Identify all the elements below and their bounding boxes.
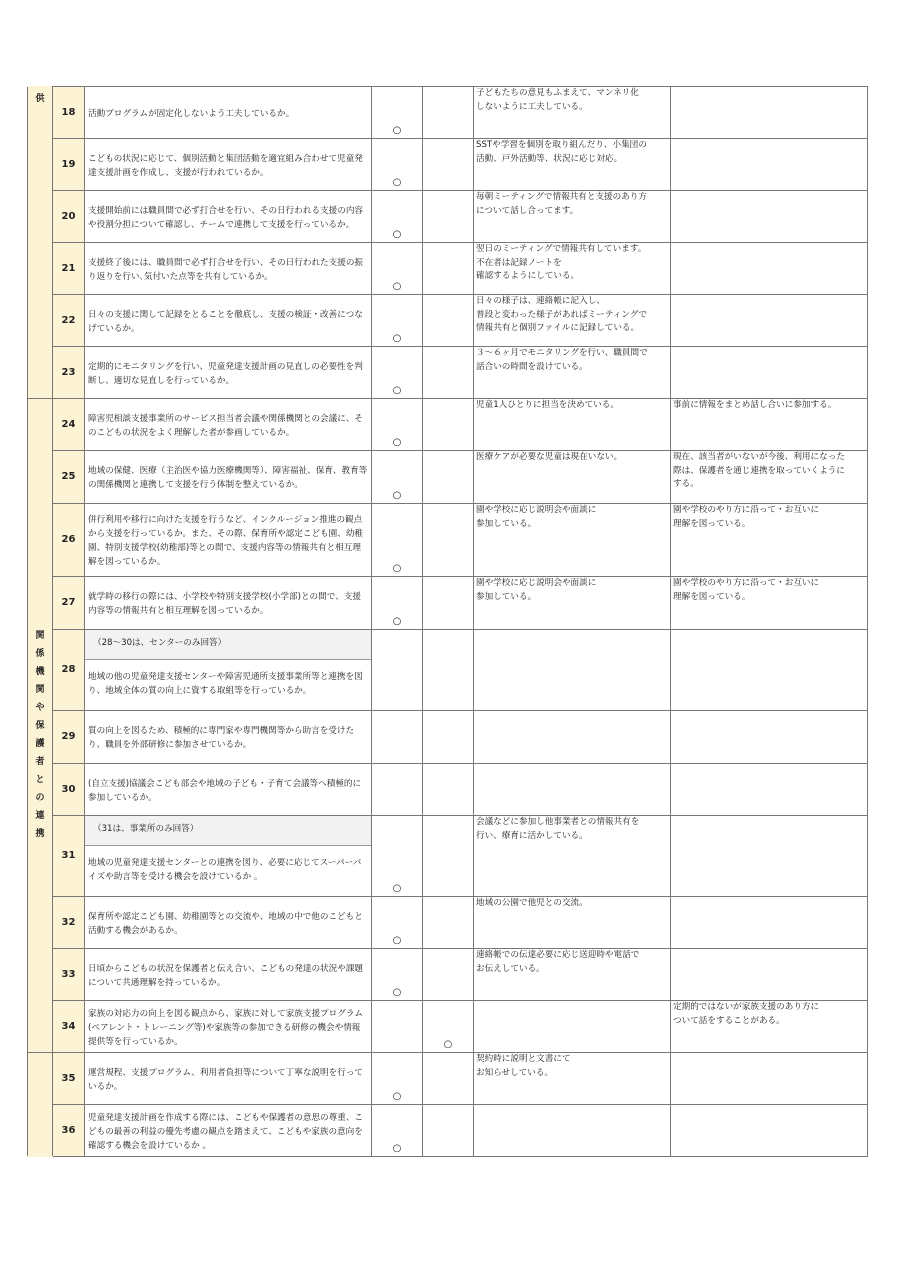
no-mark xyxy=(423,897,474,949)
yes-mark: ○ xyxy=(372,139,423,191)
additional-note xyxy=(671,711,868,764)
no-mark xyxy=(423,504,474,577)
question-text: 保育所や認定こども園、幼稚園等との交流や、地域の中で他のこどもと活動する機会があるか。 xyxy=(85,897,372,949)
yes-mark: ○ xyxy=(372,87,423,139)
item-number: 29 xyxy=(53,711,85,764)
additional-note xyxy=(671,243,868,295)
table-row xyxy=(28,897,868,949)
question-text: 地域の保健、医療（主治医や協力医療機関等）、障害福祉、保育、教育等の関係機関と連携して支援を行う体制を整えているか。 xyxy=(85,451,372,504)
no-mark xyxy=(423,191,474,243)
improvement-note: 会議などに参加し他事業者との情報共有を 行い、療育に活かしている。 xyxy=(474,816,671,897)
table-row xyxy=(28,87,868,139)
improvement-note xyxy=(474,630,671,711)
category-cell: 関 係 機 関 や 保 護 者 と の 連 携 xyxy=(28,399,53,1053)
improvement-note: 地域の公園で他児との交流。 xyxy=(474,897,671,949)
question-cell xyxy=(85,630,372,711)
item-number: 32 xyxy=(53,897,85,949)
evaluation-table xyxy=(27,86,868,1157)
table-row xyxy=(28,399,868,451)
yes-mark: ○ xyxy=(372,504,423,577)
improvement-note: 子どもたちの意見もふまえて、マンネリ化 しないように工夫している。 xyxy=(474,87,671,139)
yes-mark: ○ xyxy=(372,897,423,949)
item-number: 27 xyxy=(53,577,85,630)
no-mark xyxy=(423,243,474,295)
table-row xyxy=(28,347,868,399)
yes-mark: ○ xyxy=(372,949,423,1001)
category-cell: 供 xyxy=(28,87,53,399)
improvement-note: 契約時に説明と文書にて お知らせしている。 xyxy=(474,1053,671,1105)
table-row xyxy=(28,191,868,243)
improvement-note xyxy=(474,764,671,816)
item-number: 35 xyxy=(53,1053,85,1105)
table-row xyxy=(28,139,868,191)
yes-mark: ○ xyxy=(372,451,423,504)
improvement-note: 園や学校に応じ説明会や面談に 参加している。 xyxy=(474,504,671,577)
additional-note xyxy=(671,897,868,949)
item-number: 33 xyxy=(53,949,85,1001)
improvement-note: 連絡帳での伝達必要に応じ送迎時や電話で お伝えしている。 xyxy=(474,949,671,1001)
additional-note: 園や学校のやり方に沿って・お互いに 理解を図っている。 xyxy=(671,504,868,577)
table-row xyxy=(28,243,868,295)
question-text: 質の向上を図るため、積極的に専門家や専門機関等から助言を受けたり、職員を外部研修に参加させているか。 xyxy=(85,711,372,764)
additional-note: 定期的ではないが家族支援のあり方に ついて話をすることがある。 xyxy=(671,1001,868,1053)
no-mark xyxy=(423,295,474,347)
item-number: 34 xyxy=(53,1001,85,1053)
yes-mark: ○ xyxy=(372,243,423,295)
yes-mark xyxy=(372,630,423,711)
question-text: 定期的にモニタリングを行い、児童発達支援計画の見直しの必要性を判断し、適切な見直しを行っているか。 xyxy=(85,347,372,399)
additional-note xyxy=(671,87,868,139)
additional-note xyxy=(671,139,868,191)
question-text: 支援終了後には、職員間で必ず打合せを行い、その日行われた支援の振り返りを行い､気付いた点等を共有しているか。 xyxy=(85,243,372,295)
improvement-note: 翌日のミーティングで情報共有しています。 不在者は記録ノートを 確認するようにしている。 xyxy=(474,243,671,295)
item-number: 20 xyxy=(53,191,85,243)
question-text: 家族の対応力の向上を図る観点から、家族に対して家族支援プログラム(ペアレント・トレーニング等)や家族等の参加できる研修の機会や情報提供等を行っているか。 xyxy=(85,1001,372,1053)
yes-mark: ○ xyxy=(372,816,423,897)
yes-mark xyxy=(372,711,423,764)
improvement-note: 医療ケアが必要な児童は現在いない。 xyxy=(474,451,671,504)
additional-note: 園や学校のやり方に沿って・お互いに 理解を図っている。 xyxy=(671,577,868,630)
improvement-note: 園や学校に応じ説明会や面談に 参加している。 xyxy=(474,577,671,630)
improvement-note: ３～６ヶ月でモニタリングを行い、職員間で 話合いの時間を設けている。 xyxy=(474,347,671,399)
table-row xyxy=(28,451,868,504)
additional-note xyxy=(671,347,868,399)
question-text: 運営規程、支援プログラム、利用者負担等について丁寧な説明を行っているか。 xyxy=(85,1053,372,1105)
table-row xyxy=(28,1105,868,1157)
no-mark xyxy=(423,816,474,897)
item-number: 21 xyxy=(53,243,85,295)
question-text: 就学時の移行の際には、小学校や特別支援学校(小学部)との間で、支援内容等の情報共有と相互理解を図っているか。 xyxy=(85,577,372,630)
additional-note: 現在、該当者がいないが今後、利用になった 際は、保護者を通じ連携を取っていくように する。 xyxy=(671,451,868,504)
additional-note xyxy=(671,764,868,816)
no-mark xyxy=(423,139,474,191)
item-number: 26 xyxy=(53,504,85,577)
no-mark: ○ xyxy=(423,1001,474,1053)
question-text: 児童発達支援計画を作成する際には、こどもや保護者の意思の尊重、こどもの最善の利益の優先考慮の観点を踏まえて、こどもや家族の意向を確認する機会を設けているか 。 xyxy=(85,1105,372,1157)
table-row xyxy=(28,577,868,630)
no-mark xyxy=(423,1053,474,1105)
question-text: 日々の支援に関して記録をとることを徹底し、支援の検証・改善につなげているか。 xyxy=(85,295,372,347)
question-text: 地域の児童発達支援センターとの連携を図り、必要に応じてスーパーバイズや助言等を受ける機会を設けているか 。 xyxy=(88,858,362,882)
yes-mark: ○ xyxy=(372,1053,423,1105)
question-text: 支援開始前には職員間で必ず打合せを行い、その日行われる支援の内容や役割分担について確認し、チームで連携して支援を行っているか。 xyxy=(85,191,372,243)
no-mark xyxy=(423,577,474,630)
yes-mark: ○ xyxy=(372,295,423,347)
additional-note xyxy=(671,295,868,347)
question-cell xyxy=(85,816,372,897)
yes-mark xyxy=(372,764,423,816)
category-cell xyxy=(28,1053,53,1157)
question-text: こどもの状況に応じて、個別活動と集団活動を適宜組み合わせて児童発達支援計画を作成し、支援が行われているか。 xyxy=(85,139,372,191)
yes-mark: ○ xyxy=(372,1105,423,1157)
table-row xyxy=(28,711,868,764)
additional-note xyxy=(671,630,868,711)
improvement-note xyxy=(474,1105,671,1157)
no-mark xyxy=(423,451,474,504)
yes-mark: ○ xyxy=(372,191,423,243)
table-row xyxy=(28,295,868,347)
item-number: 23 xyxy=(53,347,85,399)
answer-scope-note: （28～30は、センターのみ回答） xyxy=(85,630,371,660)
no-mark xyxy=(423,711,474,764)
no-mark xyxy=(423,764,474,816)
table-row xyxy=(28,764,868,816)
additional-note xyxy=(671,949,868,1001)
no-mark xyxy=(423,399,474,451)
improvement-note xyxy=(474,711,671,764)
item-number: 24 xyxy=(53,399,85,451)
improvement-note: 毎朝ミーティングで情報共有と支援のあり方 について話し合ってます。 xyxy=(474,191,671,243)
no-mark xyxy=(423,630,474,711)
yes-mark: ○ xyxy=(372,577,423,630)
no-mark xyxy=(423,1105,474,1157)
item-number: 19 xyxy=(53,139,85,191)
table-row xyxy=(28,504,868,577)
table-row xyxy=(28,630,868,711)
no-mark xyxy=(423,87,474,139)
item-number: 18 xyxy=(53,87,85,139)
question-text: 障害児相談支援事業所のサービス担当者会議や関係機関との会議に、そのこどもの状況をよく理解した者が参画しているか。 xyxy=(85,399,372,451)
improvement-note: 児童1人ひとりに担当を決めている。 xyxy=(474,399,671,451)
additional-note xyxy=(671,191,868,243)
table-row xyxy=(28,816,868,897)
question-text: 活動プログラムが固定化しないよう工夫しているか。 xyxy=(85,87,372,139)
item-number: 31 xyxy=(53,816,85,897)
additional-note xyxy=(671,1105,868,1157)
item-number: 25 xyxy=(53,451,85,504)
answer-scope-note: （31は、事業所のみ回答） xyxy=(85,816,371,846)
question-text: 地域の他の児童発達支援センターや障害児通所支援事業所等と連携を図り、地域全体の質の向上に資する取組等を行っているか。 xyxy=(88,672,363,696)
evaluation-sheet xyxy=(27,86,867,1160)
yes-mark: ○ xyxy=(372,347,423,399)
improvement-note: 日々の様子は、連絡帳に記入し、 普段と変わった様子があればミーティングで 情報共有と個別ファイルに記録している。 xyxy=(474,295,671,347)
table-row xyxy=(28,949,868,1001)
question-text: (自立支援)協議会こども部会や地域の子ども・子育て会議等へ積極的に参加しているか。 xyxy=(85,764,372,816)
yes-mark: ○ xyxy=(372,399,423,451)
table-row xyxy=(28,1053,868,1105)
no-mark xyxy=(423,347,474,399)
additional-note xyxy=(671,1053,868,1105)
item-number: 28 xyxy=(53,630,85,711)
additional-note xyxy=(671,816,868,897)
additional-note: 事前に情報をまとめ話し合いに参加する。 xyxy=(671,399,868,451)
no-mark xyxy=(423,949,474,1001)
yes-mark xyxy=(372,1001,423,1053)
item-number: 36 xyxy=(53,1105,85,1157)
question-text: 併行利用や移行に向けた支援を行うなど、インクルージョン推進の観点から支援を行っているか。また、その際、保育所や認定こども園、幼稚園、特別支援学校(幼稚部)等との間で、支援内容等の情報共有と相互理解を図っているか。 xyxy=(85,504,372,577)
improvement-note: SSTや学習を個別を取り組んだり、小集団の 活動、戸外活動等、状況に応じ対応。 xyxy=(474,139,671,191)
item-number: 22 xyxy=(53,295,85,347)
question-text: 日頃からこどもの状況を保護者と伝え合い、こどもの発達の状況や課題について共通理解を持っているか。 xyxy=(85,949,372,1001)
improvement-note xyxy=(474,1001,671,1053)
table-row xyxy=(28,1001,868,1053)
item-number: 30 xyxy=(53,764,85,816)
